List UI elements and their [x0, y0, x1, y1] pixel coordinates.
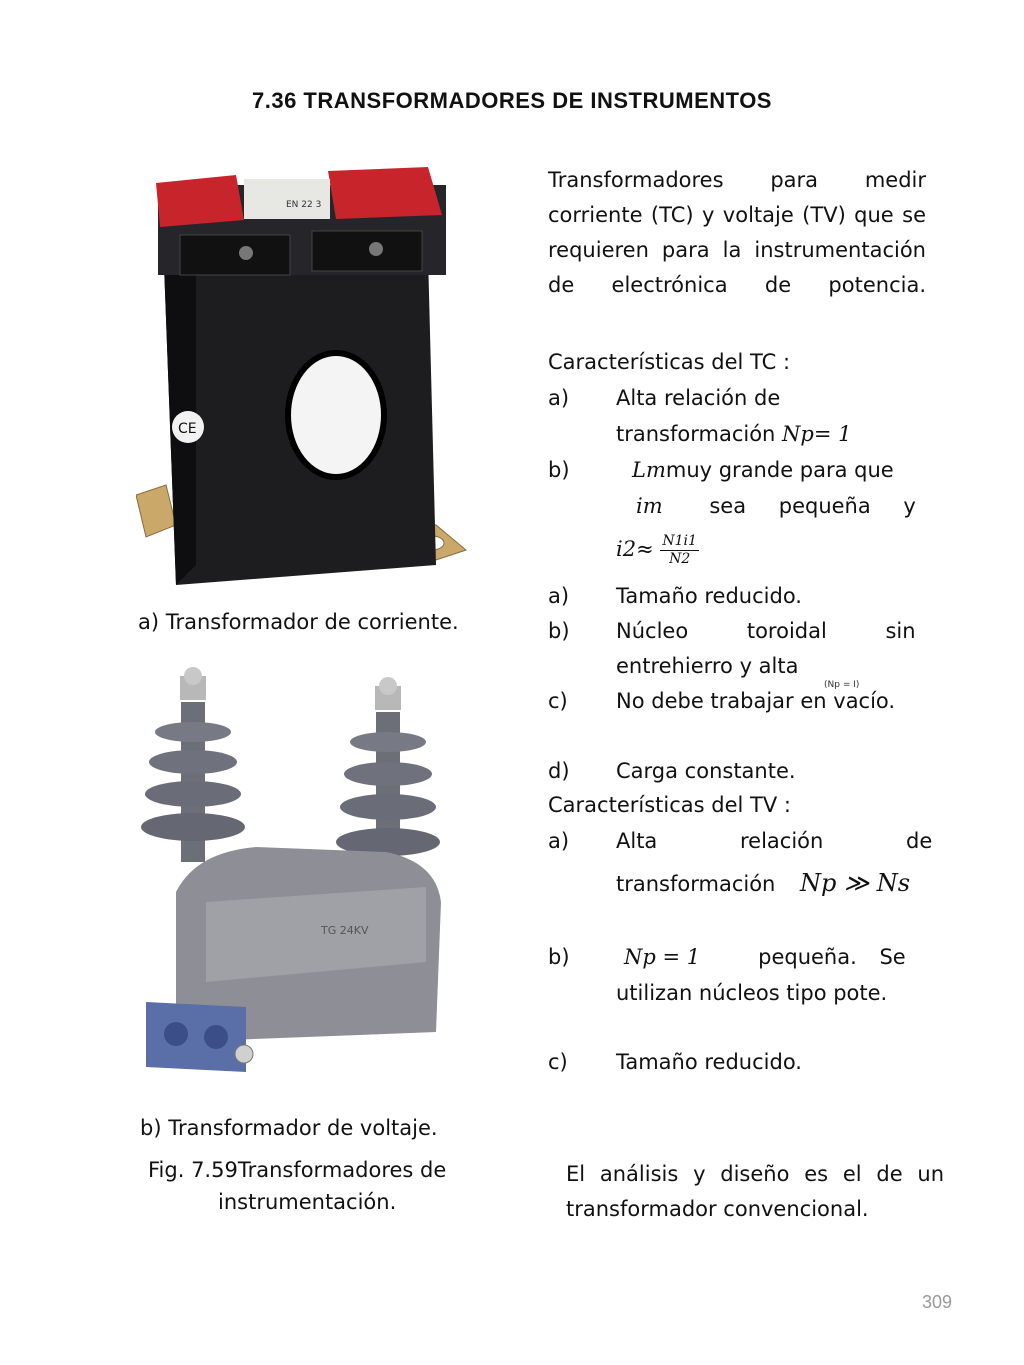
svg-text:CE: CE — [178, 421, 197, 437]
tc-item-b2-line2: entrehierro y alta — [616, 654, 799, 678]
formula-denominator: N2 — [669, 550, 691, 567]
tc-heading: Características del TC : — [548, 350, 791, 374]
tv-item-b: b) Np = 1 pequeña. Se — [548, 945, 906, 969]
tc-item-a-math: Np= 1 — [782, 422, 852, 446]
ct-label-text: EN 22 3 — [286, 200, 322, 210]
conclusion-paragraph: El análisis y diseño es el de un transformador convencional. — [566, 1162, 944, 1221]
tc-item-c-note: (Np = I) — [824, 680, 860, 690]
tv-item-a-line2: transformación Np ≫ Ns — [616, 869, 911, 897]
tc-item-a-text-1: Alta relación de — [616, 386, 781, 410]
tv-item-b-line2: utilizan núcleos tipo pote. — [616, 981, 888, 1005]
tv-heading: Características del TV : — [548, 793, 791, 817]
tc-item-b-math-lm: Lm — [632, 458, 666, 482]
ct-mounting-foot — [136, 485, 176, 537]
tc-item-b: b) Lmmuy grande para que — [548, 458, 894, 482]
caption-current-transformer: a) Transformador de corriente. — [138, 610, 459, 634]
tc-item-b-line2: im sea pequeña y — [636, 494, 916, 518]
current-transformer-image — [136, 165, 476, 585]
formula-numerator: N1i1 — [662, 532, 697, 549]
tv-item-b-math: Np = 1 — [624, 945, 701, 969]
tv-item-a-math: Np ≫ Ns — [800, 869, 911, 897]
intro-paragraph: Transformadores para medir corriente (TC) y voltaje (TV) que se requieren para la instrumentación de electrónica de potencia. — [548, 168, 926, 297]
section-title: 7.36 TRANSFORMADORES DE INSTRUMENTOS — [252, 88, 772, 113]
vt-label-text: TG 24KV — [321, 924, 369, 937]
tc-item-a: a) Alta relación de — [548, 386, 781, 410]
ct-aperture — [288, 353, 384, 477]
voltage-transformer-image — [136, 662, 466, 1082]
tv-item-a: a) Alta relación de — [548, 829, 933, 853]
ct-red-cap-right — [328, 167, 442, 219]
tv-item-c: c) Tamaño reducido. — [548, 1050, 802, 1074]
tc-item-b-formula: i2≈ $\frac{N1i1}{N2}$ — [616, 532, 697, 567]
tc-item-b-math-im: im — [636, 494, 663, 518]
tc-item-a2: a) Tamaño reducido. — [548, 584, 802, 608]
ct-red-cap-left — [156, 175, 244, 227]
figure-caption-line1: Fig. 7.59Transformadores de — [148, 1158, 447, 1182]
figure-caption-line2: instrumentación. — [218, 1190, 397, 1214]
tc-item-a-line2: transformación Np= 1 — [616, 422, 852, 446]
tc-item-c: c) No debe trabajar en vacío. — [548, 689, 896, 713]
caption-voltage-transformer: b) Transformador de voltaje. — [140, 1116, 438, 1140]
page-number: 309 — [922, 1292, 953, 1312]
tc-item-d: d) Carga constante. — [548, 759, 796, 783]
tc-item-b2: b) Núcleo toroidal sin — [548, 619, 916, 643]
vt-left-insulator — [141, 667, 245, 862]
